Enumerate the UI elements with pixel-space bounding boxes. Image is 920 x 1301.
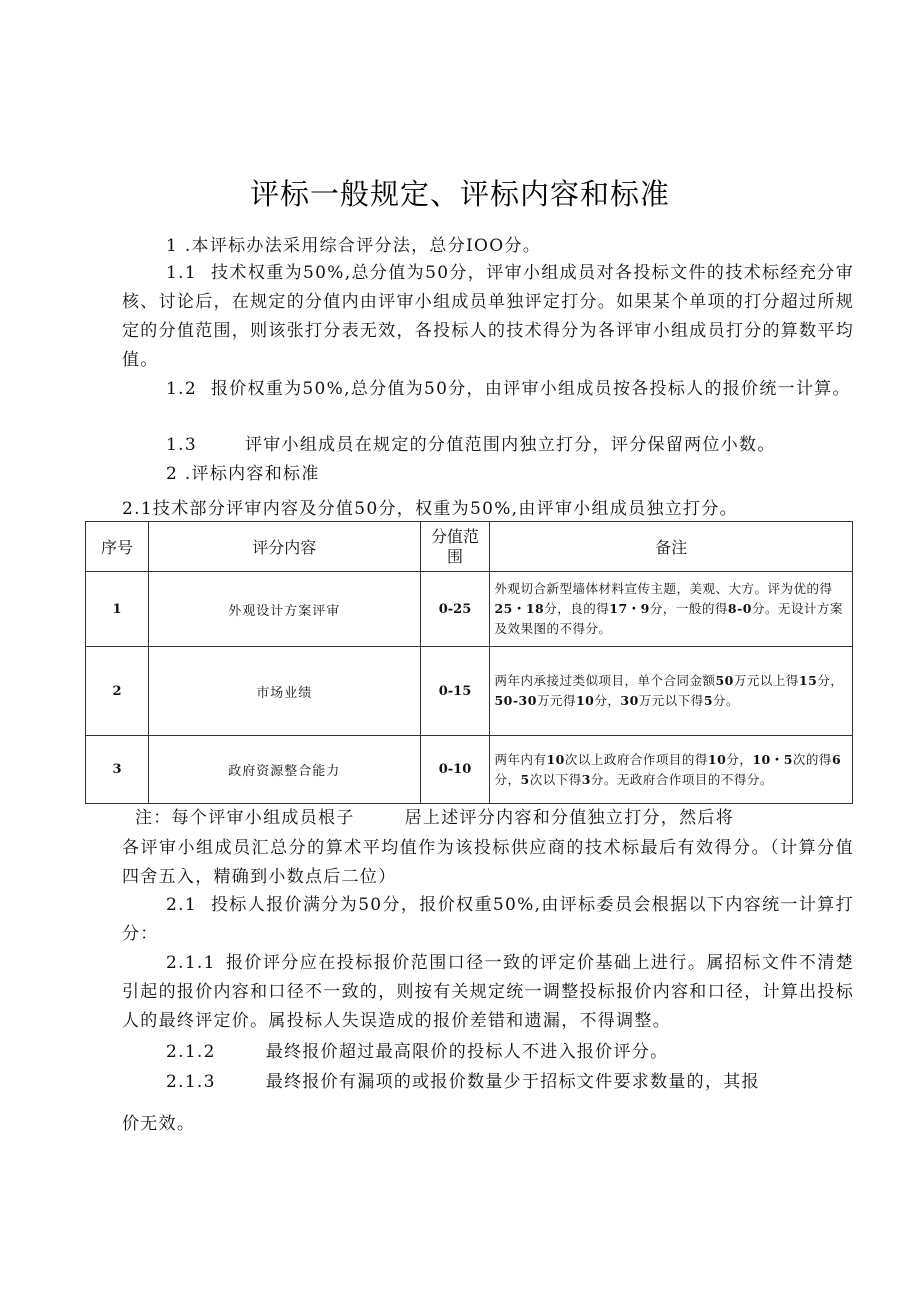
section-2-1-2-number: 2.1.2 (166, 1042, 216, 1062)
row-no: 1 (86, 572, 149, 647)
section-2-1-price-number: 2.1 (166, 895, 197, 915)
section-1-2-number: 1.2 (166, 379, 197, 399)
row-content: 外观设计方案评审 (148, 572, 420, 647)
scoring-table (85, 521, 853, 804)
section-2-1-1-text: 报价评分应在投标报价范围口径一致的评定价基础上进行。属招标文件不清楚引起的报价内容和口径不一致的，则按有关规定统一调整投标报价内容和口径，计算出投标人的最终评定价。属投标人失误造成的报价差错和遗漏，不得调整。 (122, 953, 854, 1031)
header-remark: 备注 (490, 522, 853, 572)
header-no: 序号 (86, 522, 149, 572)
table-note (135, 804, 734, 833)
document-title: 评标一般规定、评标内容和标准 (249, 177, 670, 211)
section-1-1 (122, 259, 854, 375)
row-remark: 两年内承接过类似项目，单个合同金额50万元以上得15分，50-30万元得10分，30万元以下得5分。 (490, 647, 853, 736)
table-row (86, 647, 853, 736)
section-1: 1 .本评标办法采用综合评分法，总分IOO分。 (166, 236, 542, 256)
table-header-row (86, 522, 853, 572)
section-1-3-text: 评审小组成员在规定的分值范围内独立打分，评分保留两位小数。 (244, 435, 776, 455)
table-note-part-a: 注：每个评审小组成员根子 (135, 808, 355, 828)
section-2: 2 .评标内容和标准 (166, 464, 320, 484)
row-content: 市场业绩 (148, 647, 420, 736)
section-1-2 (122, 375, 854, 404)
header-content: 评分内容 (148, 522, 420, 572)
row-range: 0-10 (420, 736, 490, 804)
section-2-1-price (122, 891, 854, 949)
table-note-continuation: 各评审小组成员汇总分的算术平均值作为该投标供应商的技术标最后有效得分。（计算分值四舍五入，精确到小数点后二位） (122, 838, 854, 887)
row-range: 0-15 (420, 647, 490, 736)
row-no: 2 (86, 647, 149, 736)
section-1-3 (166, 431, 776, 460)
row-remark: 外观切合新型墙体材料宣传主题，美观、大方。评为优的得25・18分，良的得17・9分，一般的得8-0分。无设计方案及效果图的不得分。 (490, 572, 853, 647)
table-note-part-b: 居上述评分内容和分值独立打分，然后将 (404, 808, 735, 828)
section-2-1-1-number: 2.1.1 (166, 953, 216, 973)
section-2-1-3-number: 2.1.3 (166, 1072, 216, 1092)
section-2-1-price-text: 投标人报价满分为50分，报价权重50%,由评标委员会根据以下内容统一计算打分： (122, 895, 854, 944)
section-2-1-3-tail: 价无效。 (122, 1114, 196, 1134)
section-1-1-number: 1.1 (166, 263, 197, 283)
header-range: 分值范围 (420, 522, 490, 572)
row-remark: 两年内有10次以上政府合作项目的得10分，10・5次的得6分，5次以下得3分。无政府合作项目的不得分。 (490, 736, 853, 804)
section-1-2-text: 报价权重为50%,总分值为50分，由评审小组成员按各投标人的报价统一计算。 (210, 379, 851, 399)
row-no: 3 (86, 736, 149, 804)
section-2-1-heading: 2.1技术部分评审内容及分值50分，权重为50%,由评审小组成员独立打分。 (122, 499, 738, 519)
row-content: 政府资源整合能力 (148, 736, 420, 804)
section-2-1-3 (166, 1068, 760, 1097)
table-row (86, 736, 853, 804)
section-1-1-text: 技术权重为50%,总分值为50分，评审小组成员对各投标文件的技术标经充分审核、讨论后，在规定的分值内由评审小组成员单独评定打分。如果某个单项的打分超过所规定的分值范围，则该张打分表无效，各投标人的技术得分为各评审小组成员打分的算数平均值。 (122, 263, 854, 370)
section-1-3-number: 1.3 (166, 435, 197, 455)
table-row (86, 572, 853, 647)
section-2-1-2 (166, 1038, 668, 1067)
section-2-1-2-text: 最终报价超过最高限价的投标人不进入报价评分。 (265, 1042, 669, 1062)
section-2-1-1 (122, 949, 854, 1036)
section-2-1-3-text: 最终报价有漏项的或报价数量少于招标文件要求数量的，其报 (265, 1072, 760, 1092)
row-range: 0-25 (420, 572, 490, 647)
